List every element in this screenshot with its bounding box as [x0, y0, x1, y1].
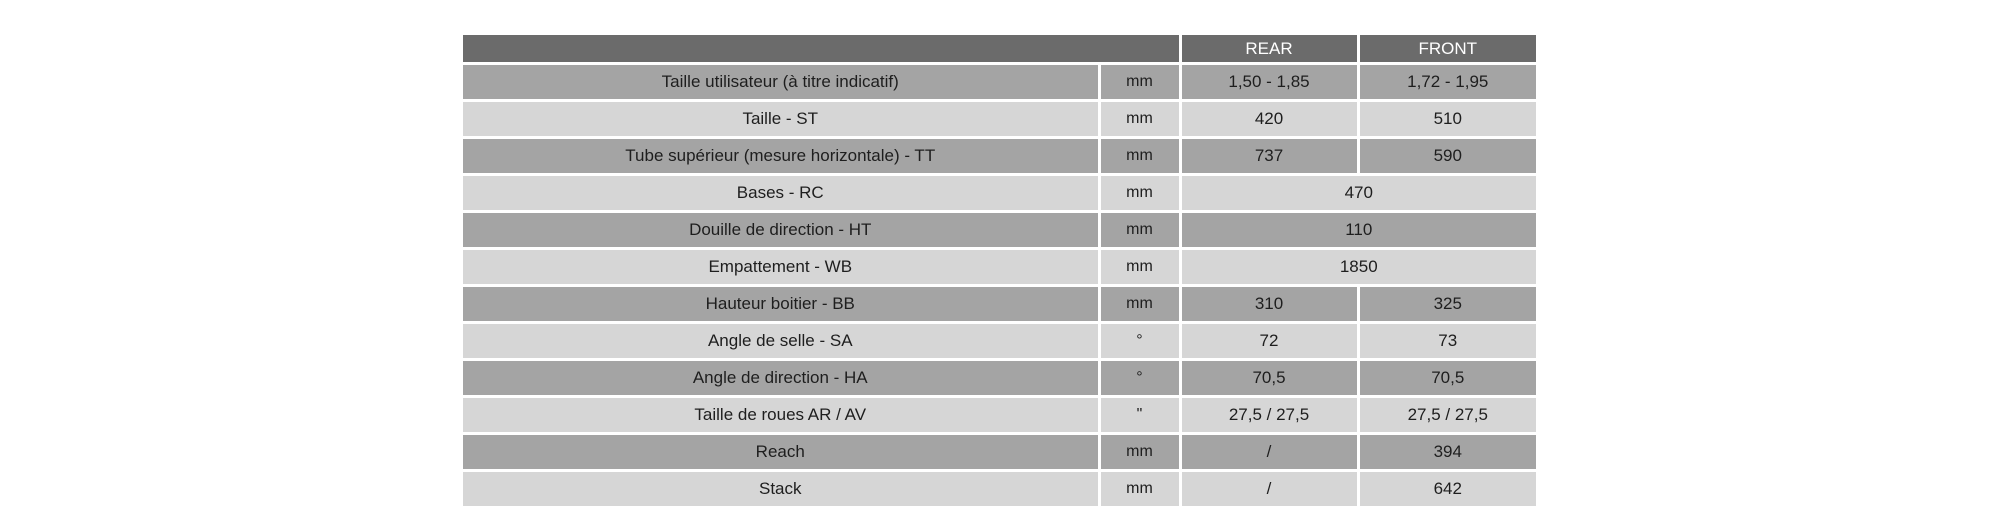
rear-value: 70,5 — [1180, 360, 1358, 397]
front-value: 70,5 — [1358, 360, 1536, 397]
row-unit: mm — [1099, 286, 1180, 323]
row-unit: ° — [1099, 323, 1180, 360]
row-unit: ° — [1099, 360, 1180, 397]
front-value: 73 — [1358, 323, 1536, 360]
rear-value: / — [1180, 434, 1358, 471]
front-value: 27,5 / 27,5 — [1358, 397, 1536, 434]
front-value: 325 — [1358, 286, 1536, 323]
table-row — [463, 175, 1536, 212]
rear-value: 420 — [1180, 101, 1358, 138]
rear-value: 737 — [1180, 138, 1358, 175]
row-unit: mm — [1099, 249, 1180, 286]
header-front: FRONT — [1358, 35, 1536, 64]
table-row — [463, 101, 1536, 138]
row-label: Bases - RC — [463, 175, 1099, 212]
header-blank — [463, 35, 1180, 64]
table-row — [463, 360, 1536, 397]
table-row — [463, 64, 1536, 101]
row-label: Angle de direction - HA — [463, 360, 1099, 397]
shared-value: 470 — [1180, 175, 1536, 212]
table-row — [463, 397, 1536, 434]
table-row — [463, 323, 1536, 360]
geometry-table — [463, 35, 1536, 509]
row-unit: mm — [1099, 471, 1180, 508]
row-unit: mm — [1099, 138, 1180, 175]
table-header-row — [463, 35, 1536, 64]
row-unit: mm — [1099, 64, 1180, 101]
row-label: Taille - ST — [463, 101, 1099, 138]
row-label: Taille de roues AR / AV — [463, 397, 1099, 434]
rear-value: 27,5 / 27,5 — [1180, 397, 1358, 434]
row-label: Taille utilisateur (à titre indicatif) — [463, 64, 1099, 101]
rear-value: 1,50 - 1,85 — [1180, 64, 1358, 101]
header-rear: REAR — [1180, 35, 1358, 64]
shared-value: 110 — [1180, 212, 1536, 249]
front-value: 1,72 - 1,95 — [1358, 64, 1536, 101]
table-row — [463, 138, 1536, 175]
row-label: Tube supérieur (mesure horizontale) - TT — [463, 138, 1099, 175]
row-unit: " — [1099, 397, 1180, 434]
front-value: 642 — [1358, 471, 1536, 508]
row-label: Empattement - WB — [463, 249, 1099, 286]
table-row — [463, 249, 1536, 286]
row-label: Hauteur boitier - BB — [463, 286, 1099, 323]
rear-value: / — [1180, 471, 1358, 508]
row-unit: mm — [1099, 212, 1180, 249]
table-row — [463, 212, 1536, 249]
rear-value: 72 — [1180, 323, 1358, 360]
front-value: 510 — [1358, 101, 1536, 138]
table-row — [463, 471, 1536, 508]
row-unit: mm — [1099, 434, 1180, 471]
table-row — [463, 434, 1536, 471]
row-unit: mm — [1099, 101, 1180, 138]
front-value: 394 — [1358, 434, 1536, 471]
row-unit: mm — [1099, 175, 1180, 212]
row-label: Stack — [463, 471, 1099, 508]
row-label: Douille de direction - HT — [463, 212, 1099, 249]
row-label: Reach — [463, 434, 1099, 471]
front-value: 590 — [1358, 138, 1536, 175]
table-row — [463, 286, 1536, 323]
rear-value: 310 — [1180, 286, 1358, 323]
row-label: Angle de selle - SA — [463, 323, 1099, 360]
shared-value: 1850 — [1180, 249, 1536, 286]
